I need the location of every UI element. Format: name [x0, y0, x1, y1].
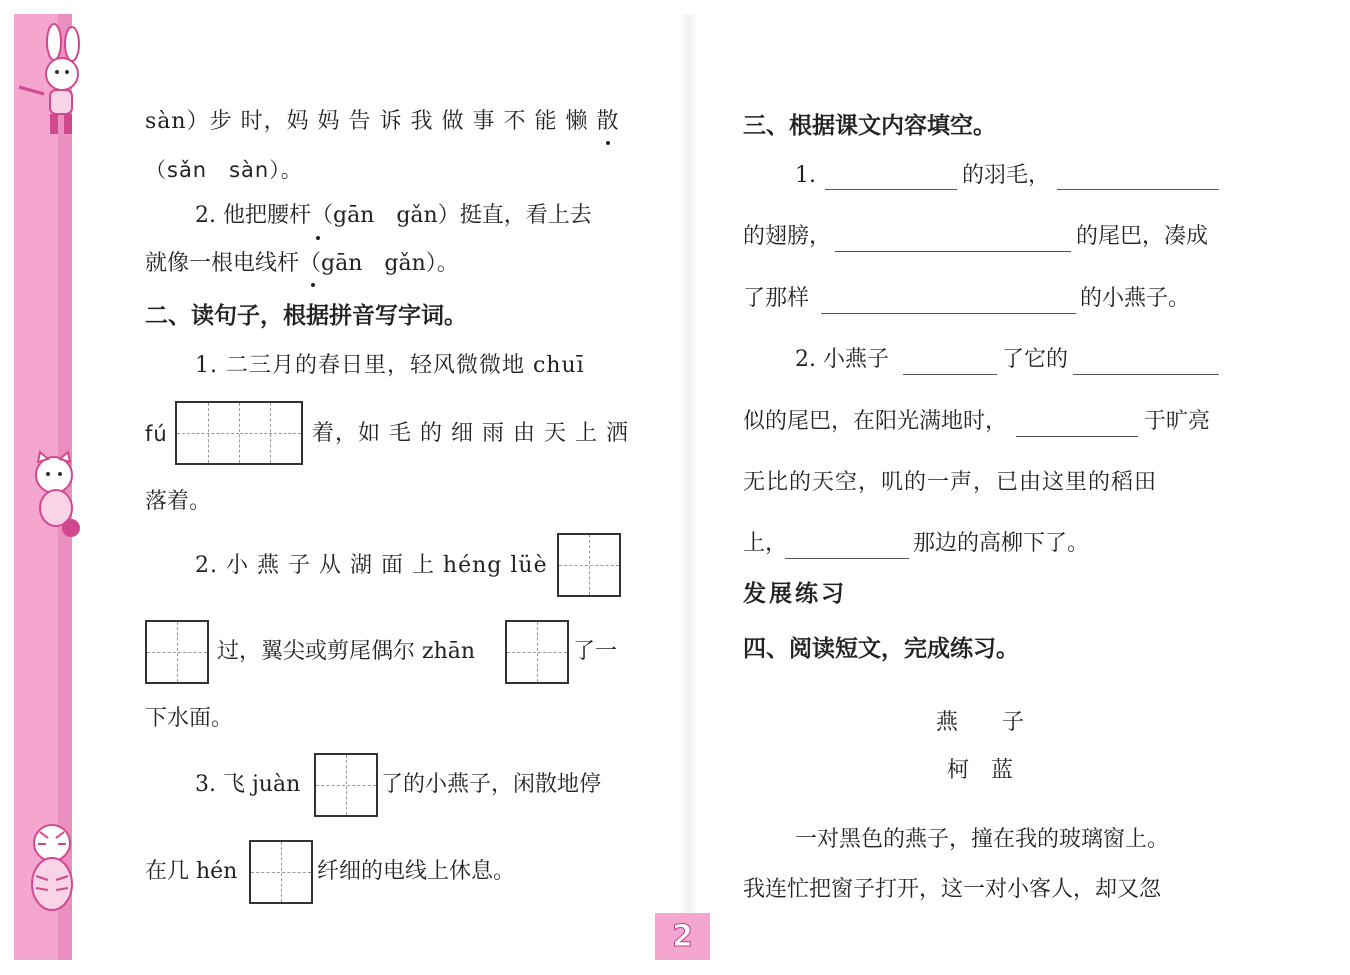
q3-line-b-post: 纤细的电线上休息。 — [317, 859, 516, 884]
q1-line-b: 着，如 毛 的 细 雨 由 天 上 洒 — [312, 421, 629, 446]
answer-box-hen[interactable] — [249, 840, 313, 904]
emphasis-dot — [606, 141, 610, 145]
answer-box-chuifu[interactable] — [175, 401, 303, 465]
section-3-heading: 三、根据课文内容填空。 — [743, 113, 996, 139]
emphasis-dot — [316, 236, 320, 240]
q3-line-b-pre: 在几 hén — [145, 859, 238, 884]
line-dianxiangan: 就像一根电线杆（gān gǎn）。 — [145, 251, 459, 276]
fill-blank[interactable] — [903, 373, 997, 375]
q2-line-b-end: 了一 — [573, 639, 618, 664]
q1-line-c: 落着。 — [145, 489, 212, 514]
tiger-mascot-icon — [18, 818, 86, 918]
fill-blank[interactable] — [835, 250, 1071, 252]
answer-box-henglue[interactable] — [557, 533, 621, 597]
q2-line-c: 下水面。 — [145, 706, 234, 731]
book-fold — [680, 14, 698, 960]
answer-box-henglue-2[interactable] — [145, 620, 209, 684]
story-paragraph-line-2: 我连忙把窗子打开，这一对小客人，却又忽 — [743, 877, 1162, 902]
section-2-heading: 二、读句子，根据拼音写字词。 — [145, 303, 467, 329]
q3-line-a-post: 了的小燕子，闲散地停 — [381, 772, 602, 797]
rabbit-mascot-icon — [14, 22, 94, 142]
answer-box-juan[interactable] — [314, 753, 378, 817]
r2-line-d-post: 那边的高柳下了。 — [913, 531, 1090, 556]
r2-line-c: 无比的天空，叽的一声，已由这里的稻田 — [743, 470, 1158, 495]
story-paragraph-line-1: 一对黑色的燕子，撞在我的玻璃窗上。 — [795, 827, 1170, 852]
r1-line-b-pre: 的翅膀， — [743, 224, 832, 249]
story-title: 燕 子 — [935, 710, 1024, 735]
fill-blank[interactable] — [821, 312, 1076, 314]
fill-blank[interactable] — [1073, 373, 1219, 375]
r2-line-a-pre: 2. 小燕子 — [795, 347, 889, 372]
answer-box-zhan[interactable] — [505, 620, 569, 684]
section-4-heading: 四、阅读短文，完成练习。 — [743, 636, 1019, 662]
line-yaogan: 2. 他把腰杆（gān gǎn）挺直，看上去 — [195, 203, 592, 228]
fill-blank[interactable] — [1016, 435, 1138, 437]
story-author: 柯 蓝 — [946, 758, 1013, 783]
r1-line-a-mid: 的羽毛， — [962, 163, 1051, 188]
r1-num: 1. — [795, 163, 816, 188]
q1-line-a: 1. 二三月的春日里，轻风微微地 chuī — [195, 353, 585, 378]
r1-line-b-post: 的尾巴，凑成 — [1076, 224, 1209, 249]
r1-line-c-pre: 了那样 — [743, 286, 810, 311]
line-san-options: （sǎn sàn）。 — [145, 158, 303, 182]
page-number: 2 — [655, 913, 710, 960]
r2-line-b-pre: 似的尾巴，在阳光满地时， — [743, 409, 1008, 434]
cat-mascot-icon — [16, 450, 91, 540]
q3-line-a-pre: 3. 飞 juàn — [195, 772, 301, 797]
r2-line-a-mid: 了它的 — [1002, 347, 1069, 372]
q1-pinyin-fu: fú — [145, 422, 168, 446]
r2-line-d-pre: 上， — [743, 531, 788, 556]
line-sanbu: sàn）步 时，妈 妈 告 诉 我 做 事 不 能 懒 散 — [145, 109, 620, 134]
fill-blank[interactable] — [785, 557, 909, 559]
fill-blank[interactable] — [825, 188, 957, 190]
q2-line-b: 过，翼尖或剪尾偶尔 zhān — [217, 639, 476, 664]
q2-line-a: 2. 小 燕 子 从 湖 面 上 héng lüè — [195, 553, 548, 578]
r2-line-b-post: 于旷亮 — [1144, 409, 1211, 434]
emphasis-dot — [311, 283, 315, 287]
development-practice-heading: 发展练习 — [743, 580, 847, 607]
fill-blank[interactable] — [1057, 188, 1219, 190]
r1-line-c-post: 的小燕子。 — [1080, 286, 1191, 311]
